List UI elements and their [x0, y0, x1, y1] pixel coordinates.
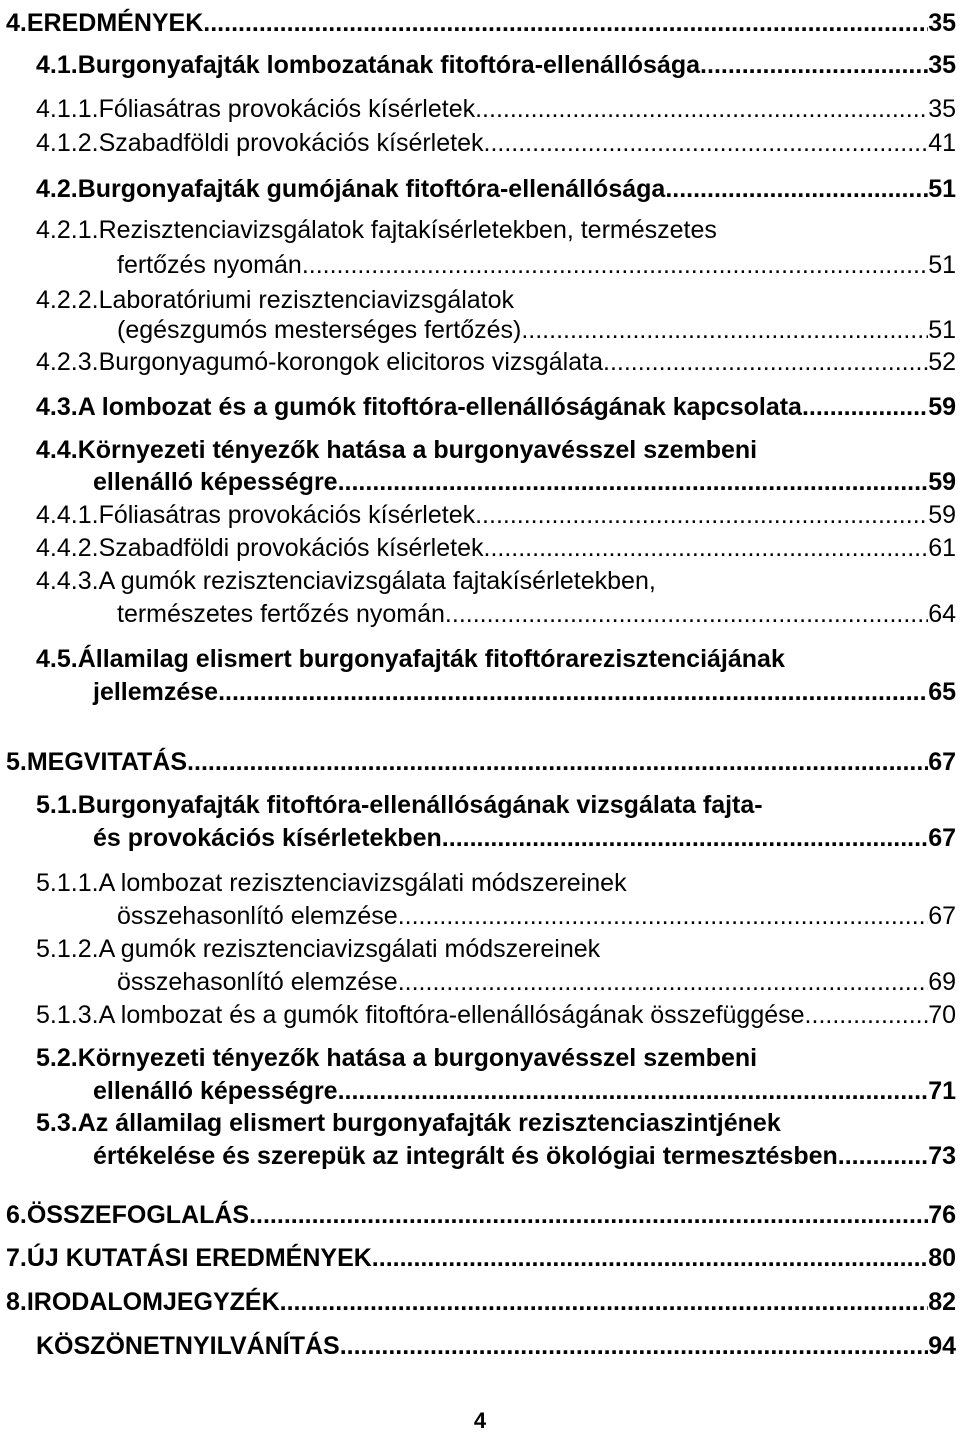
toc-entry-number: 4.4.3.	[36, 567, 99, 595]
toc-entry-number: 4.4.1.	[36, 501, 99, 529]
toc-entry-continuation[interactable]	[117, 597, 956, 627]
toc-leader-dots	[700, 53, 928, 78]
toc-entry-title: MEGVITATÁS	[26, 748, 188, 776]
toc-page-number: 69	[928, 968, 956, 996]
toc-leader-dots	[484, 131, 929, 156]
toc-entry-number: 5.3.	[36, 1109, 78, 1137]
toc-entry-number: 4.2.2.	[36, 286, 99, 314]
toc-entry[interactable]	[36, 48, 956, 78]
toc-entry-continuation[interactable]	[93, 465, 956, 495]
toc-leader-dots	[338, 470, 929, 495]
toc-entry[interactable]	[36, 92, 956, 122]
toc-page-number: 51	[928, 251, 956, 279]
toc-page-number: 59	[928, 393, 956, 421]
toc-entry-continuation[interactable]	[117, 248, 956, 278]
toc-entry-number: 7.	[6, 1244, 27, 1272]
toc-entry-title: Burgonyagumó-korongok elicitoros vizsgálata	[98, 348, 603, 376]
toc-entry-number: 8.	[6, 1288, 27, 1316]
toc-entry[interactable]	[36, 642, 785, 672]
toc-entry-title: A lombozat rezisztenciavizsgálati módszereinek	[98, 869, 627, 897]
toc-entry-title-cont: (egészgumós mesterséges fertőzés)	[117, 316, 522, 344]
toc-leader-dots	[249, 1203, 928, 1228]
page-number: 4	[473, 1408, 487, 1433]
toc-page-number: 67	[928, 824, 956, 852]
toc-page-number: 41	[928, 129, 956, 157]
toc-page-number: 61	[928, 534, 956, 562]
toc-page-number: 73	[928, 1142, 956, 1170]
toc-entry-number: 4.2.	[36, 175, 78, 203]
toc-page-number: 67	[928, 748, 956, 776]
toc-entry-title-cont: természetes fertőzés nyomán	[117, 600, 445, 628]
toc-entry[interactable]	[36, 283, 514, 313]
toc-entry[interactable]	[36, 531, 956, 561]
toc-leader-dots	[665, 177, 928, 202]
toc-page-number: 76	[928, 1201, 956, 1229]
toc-leader-dots	[338, 1079, 929, 1104]
toc-page-number: 70	[928, 1001, 956, 1029]
toc-entry-number: 4.2.3.	[36, 348, 99, 376]
toc-page-number: 52	[928, 348, 956, 376]
toc-entry-title: Fóliasátras provokációs kísérletek	[98, 501, 476, 529]
toc-entry-title-cont: összehasonlító elemzése	[117, 968, 398, 996]
toc-entry-title: A gumók rezisztenciavizsgálata fajtakísérletekben,	[98, 567, 656, 595]
toc-leader-dots	[398, 904, 928, 929]
toc-entry-title: ÚJ KUTATÁSI EREDMÉNYEK	[26, 1244, 372, 1272]
toc-entry-title: Burgonyafajták gumójának fitoftóra-ellenállósága	[77, 175, 666, 203]
toc-entry-title: KÖSZÖNETNYILVÁNÍTÁS	[36, 1332, 340, 1360]
toc-entry-title: Laboratóriumi rezisztenciavizsgálatok	[98, 286, 515, 314]
toc-entry-continuation[interactable]	[93, 675, 956, 705]
toc-entry[interactable]	[36, 788, 763, 818]
toc-entry[interactable]	[36, 564, 656, 594]
toc-entry-continuation[interactable]	[117, 899, 956, 929]
toc-entry-title: Szabadföldi provokációs kísérletek	[98, 129, 484, 157]
toc-leader-dots	[442, 826, 928, 851]
toc-leader-dots	[218, 680, 928, 705]
toc-entry-title: Az államilag elismert burgonyafajták rezisztenciaszintjének	[77, 1109, 781, 1137]
toc-entry-number: 5.2.	[36, 1044, 78, 1072]
toc-entry[interactable]	[36, 998, 956, 1028]
toc-entry[interactable]	[36, 1329, 956, 1359]
toc-entry-number: 4.4.	[36, 436, 78, 464]
toc-entry-title: Burgonyafajták lombozatának fitoftóra-ellenállósága	[77, 51, 701, 79]
toc-entry-title: IRODALOMJEGYZÉK	[26, 1288, 280, 1316]
toc-leader-dots	[475, 97, 928, 122]
toc-entry-title: A lombozat és a gumók fitoftóra-ellenállóságának összefüggése	[98, 1001, 805, 1029]
toc-page-number: 94	[928, 1332, 956, 1360]
toc-entry[interactable]	[6, 745, 956, 775]
toc-entry[interactable]	[36, 932, 600, 962]
toc-entry-title-cont: jellemzése	[93, 678, 219, 706]
toc-leader-dots	[603, 350, 928, 375]
toc-page-number: 59	[928, 501, 956, 529]
toc-entry[interactable]	[36, 498, 956, 528]
toc-page-number: 80	[928, 1244, 956, 1272]
toc-page-number: 64	[928, 600, 956, 628]
toc-entry-number: 5.1.	[36, 791, 78, 819]
toc-leader-dots	[521, 318, 928, 343]
toc-entry-title-cont: és provokációs kísérletekben	[93, 824, 442, 852]
toc-entry-title-cont: ellenálló képességre	[93, 468, 338, 496]
toc-leader-dots	[802, 395, 928, 420]
toc-entry-number: 4.1.1.	[36, 95, 99, 123]
toc-entry-title: Rezisztenciavizsgálatok fajtakísérletekben, természetes	[98, 216, 717, 244]
toc-page-number: 35	[928, 51, 956, 79]
toc-leader-dots	[475, 503, 928, 528]
toc-page-number: 51	[928, 316, 956, 344]
toc-entry-continuation[interactable]	[117, 313, 956, 343]
toc-entry-title: Környezeti tényezők hatása a burgonyavésszel szembeni	[77, 1044, 758, 1072]
toc-entry-number: 4.3.	[36, 393, 78, 421]
toc-page-number: 59	[928, 468, 956, 496]
toc-page-number: 35	[928, 9, 956, 37]
toc-page-number: 71	[928, 1077, 956, 1105]
toc-page-number: 82	[928, 1288, 956, 1316]
toc-entry-title: EREDMÉNYEK	[26, 9, 204, 37]
toc-entry[interactable]	[36, 433, 757, 463]
toc-entry-number: 4.4.2.	[36, 534, 99, 562]
toc-entry-number: 4.5.	[36, 645, 78, 673]
toc-leader-dots	[445, 602, 928, 627]
toc-entry-title: ÖSSZEFOGLALÁS	[26, 1201, 250, 1229]
toc-entry-number: 6.	[6, 1201, 27, 1229]
toc-leader-dots	[203, 11, 928, 36]
toc-entry-title: Környezeti tényezők hatása a burgonyavésszel szembeni	[77, 436, 758, 464]
toc-entry-continuation[interactable]	[93, 1074, 956, 1104]
toc-entry[interactable]	[36, 172, 956, 202]
toc-entry[interactable]	[36, 1041, 757, 1071]
toc-entry-number: 5.	[6, 748, 27, 776]
toc-entry-continuation[interactable]	[93, 821, 956, 851]
toc-page-number: 35	[928, 95, 956, 123]
toc-entry-title: Szabadföldi provokációs kísérletek	[98, 534, 484, 562]
toc-leader-dots	[280, 1290, 929, 1315]
toc-leader-dots	[398, 970, 928, 995]
toc-entry[interactable]	[36, 126, 956, 156]
toc-entry-title: Államilag elismert burgonyafajták fitoftórarezisztenciájának	[77, 645, 785, 673]
toc-entry-continuation[interactable]	[117, 965, 956, 995]
toc-entry-title: A lombozat és a gumók fitoftóra-ellenállóságának kapcsolata	[77, 393, 802, 421]
toc-entry-number: 4.1.2.	[36, 129, 99, 157]
toc-entry-title-cont: ellenálló képességre	[93, 1077, 338, 1105]
toc-entry[interactable]	[6, 6, 956, 36]
toc-entry[interactable]	[6, 1241, 956, 1271]
toc-entry[interactable]	[36, 390, 956, 420]
toc-leader-dots	[845, 1144, 928, 1169]
toc-entry[interactable]	[36, 213, 717, 243]
toc-entry[interactable]	[6, 1198, 956, 1228]
toc-page-number: 65	[928, 678, 956, 706]
toc-entry[interactable]	[36, 1106, 781, 1136]
toc-entry-title-cont: összehasonlító elemzése	[117, 902, 398, 930]
toc-leader-dots	[340, 1334, 928, 1359]
toc-leader-dots	[302, 253, 928, 278]
toc-page-number: 51	[928, 175, 956, 203]
toc-entry[interactable]	[36, 866, 627, 896]
toc-entry-title: A gumók rezisztenciavizsgálati módszereinek	[98, 935, 601, 963]
toc-entry[interactable]	[36, 345, 956, 375]
toc-entry-number: 4.1.	[36, 51, 78, 79]
toc-page-number: 67	[928, 902, 956, 930]
toc-entry-number: 4.	[6, 9, 27, 37]
toc-entry-title: Fóliasátras provokációs kísérletek	[98, 95, 476, 123]
toc-entry-title-cont: fertőzés nyomán	[117, 251, 302, 279]
toc-entry-number: 5.1.1.	[36, 869, 99, 897]
toc-entry-number: 5.1.3.	[36, 1001, 99, 1029]
toc-leader-dots	[187, 750, 928, 775]
toc-entry-number: 5.1.2.	[36, 935, 99, 963]
toc-leader-dots	[805, 1003, 929, 1028]
toc-leader-dots	[372, 1246, 928, 1271]
toc-entry-title-cont: értékelése és szerepük az integrált és ökológiai termesztésben.	[93, 1142, 845, 1170]
toc-leader-dots	[484, 536, 929, 561]
toc-entry[interactable]	[6, 1285, 956, 1315]
toc-entry-number: 4.2.1.	[36, 216, 99, 244]
toc-entry-title: Burgonyafajták fitoftóra-ellenállóságának vizsgálata fajta-	[77, 791, 763, 819]
toc-entry-continuation[interactable]	[93, 1139, 956, 1169]
